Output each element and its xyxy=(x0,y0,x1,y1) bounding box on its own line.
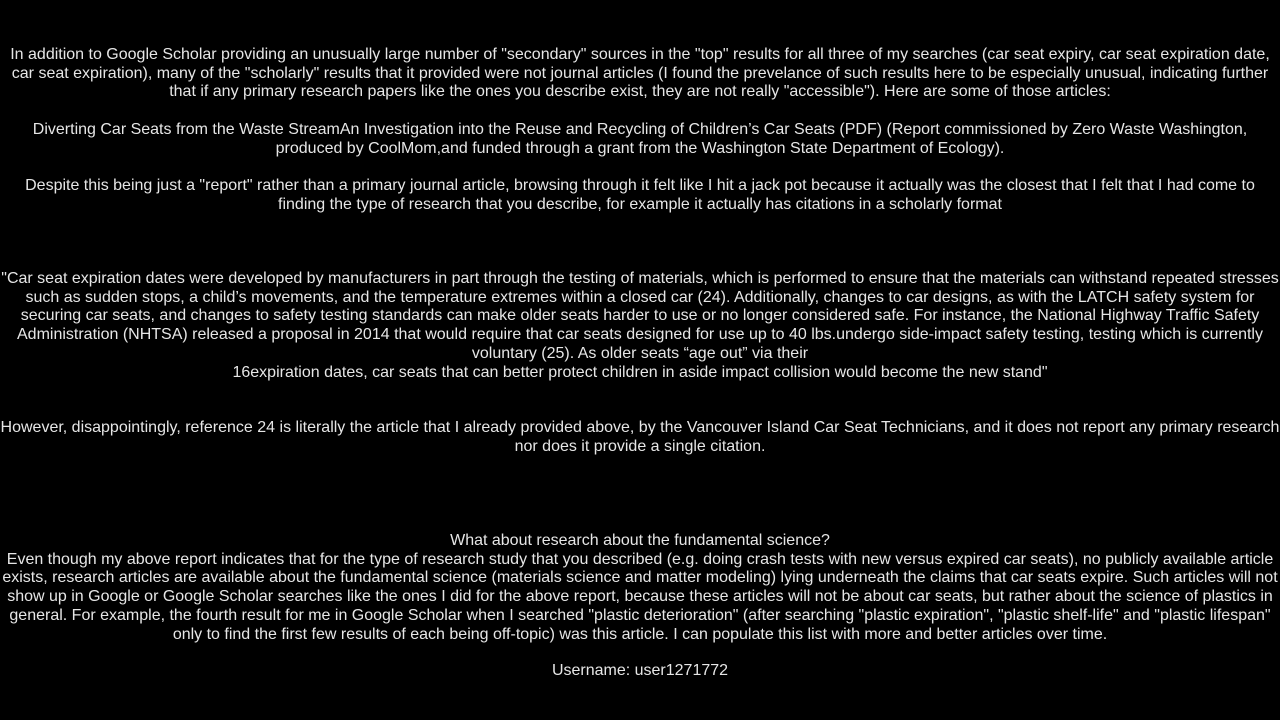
intro-paragraph: In addition to Google Scholar providing an unusually large number of "secondary" sources in the "top" results for all three of my searches (car seat expiry, car seat expiration date, car seat expiration), many of the "scholarly" results that it provided were not journal articles (I found the prevelance of such results here to be especially unusual, indicating further that if any primary research papers like the ones you describe exist, they are not really "accessible"). Here are some of those articles: xyxy=(10,46,1270,101)
report-commentary-paragraph: Despite this being just a "report" rather than a primary journal article, browsing through it felt like I hit a jack pot because it actually was the closest that I felt that I had come to finding the type of research that you describe, for example it actually has citations in a scholarly format xyxy=(25,177,1255,213)
section-heading: What about research about the fundamental science? xyxy=(450,532,830,549)
quote-tail-text: 16expiration dates, car seats that can better protect children in aside impact collision would become the new stand" xyxy=(232,363,1048,381)
quote-main-text: "Car seat expiration dates were developed by manufacturers in part through the testing of materials, which is performed to ensure that the materials can withstand repeated stresses such as sudden stops, a child’s movements, and the temperature extremes within a closed car (24). Additionally, changes to car designs, as with the LATCH safety system for securing car seats, and changes to safety testing standards can make older seats harder to use or no longer considered safe. For instance, the National Highway Traffic Safety Administration (NHTSA) released a proposal in 2014 that would require that car seats designed for use up to 40 lbs.undergo side-impact safety testing, testing which is currently voluntary (25). As older seats “age out” via their xyxy=(1,270,1279,362)
username-label: Username: user1271772 xyxy=(551,662,729,679)
report-reference-paragraph: Diverting Car Seats from the Waste StreamAn Investigation into the Reuse and Recycling of Children’s Car Seats (PDF) (Report commissioned by Zero Waste Washington, produced by CoolMom,and funded through a grant from the Washington State Department of Ecology). xyxy=(32,121,1248,157)
section-body: Even though my above report indicates that for the type of research study that you described (e.g. doing crash tests with new versus expired car seats), no publicly available article exists, research articles are available about the fundamental science (materials science and matter modeling) lying underneath the claims that car seats expire. Such articles will not show up in Google or Google Scholar searches like the ones I did for the above report, because these articles will not be about car seats, but rather about the science of plastics in general. For example, the fourth result for me in Google Scholar when I searched "plastic deterioration" (after searching "plastic expiration", "plastic shelf-life" and "plastic lifespan" only to find the first few results of each being off-topic) was this article. I can populate this list with more and better articles over time. xyxy=(2,550,1278,643)
quote-block xyxy=(0,270,1280,382)
disappointment-paragraph: However, disappointingly, reference 24 is literally the article that I already provided above, by the Vancouver Island Car Seat Technicians, and it does not report any primary research nor does it provide a single citation. xyxy=(0,419,1280,455)
fundamental-science-section xyxy=(0,532,1280,644)
